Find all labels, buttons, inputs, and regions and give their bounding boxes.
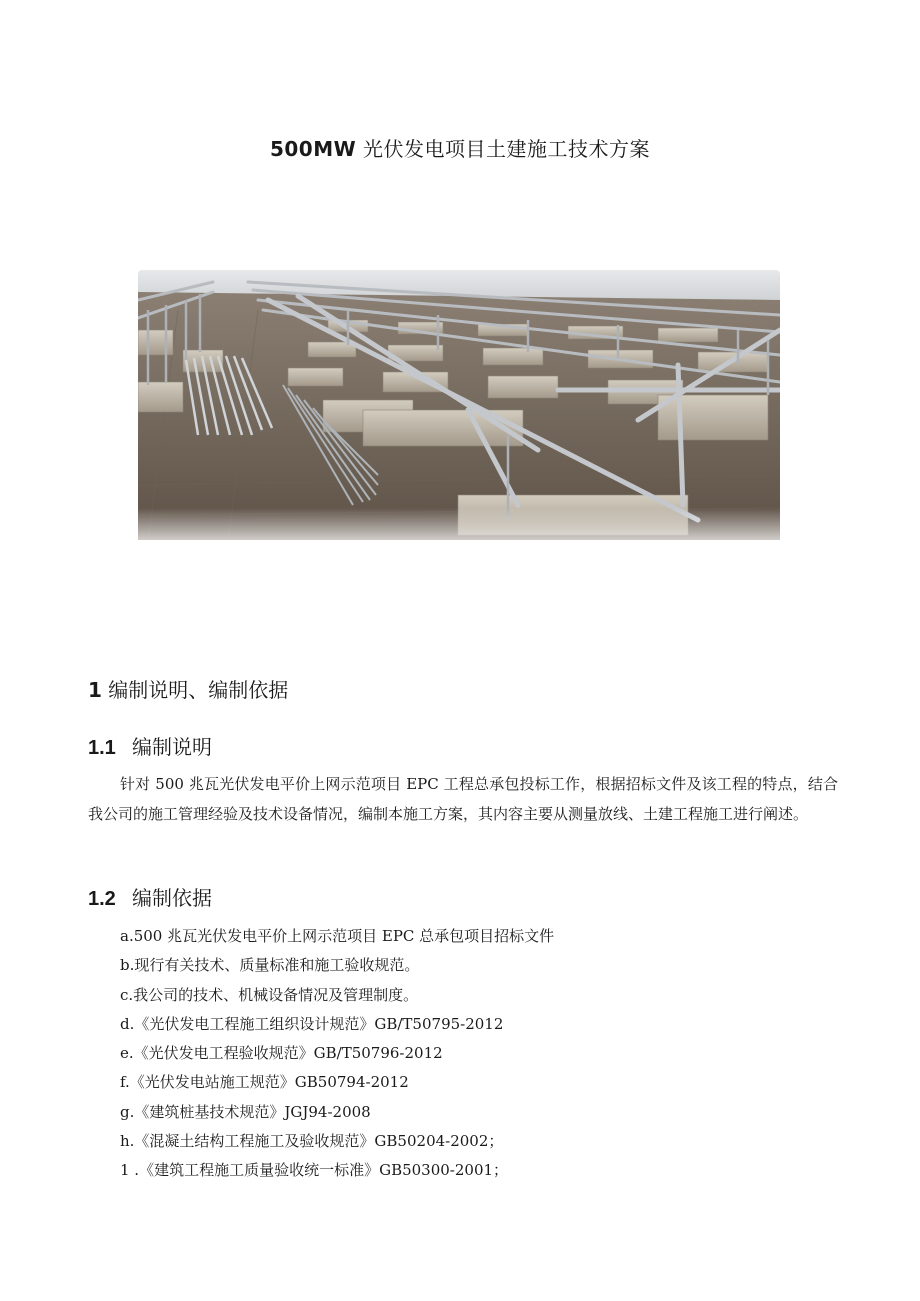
solar-mounting-structure-photo bbox=[138, 270, 780, 578]
photo-illustration bbox=[138, 270, 780, 578]
list-item: h.《混凝土结构工程施工及验收规范》GB50204-2002； bbox=[120, 1132, 504, 1151]
list-item: e.《光伏发电工程验收规范》GB/T50796-2012 bbox=[120, 1044, 443, 1063]
list-item: a.500 兆瓦光伏发电平价上网示范项目 EPC 总承包项目招标文件 bbox=[120, 927, 555, 945]
list-item: 1 .《建筑工程施工质量验收统一标准》GB50300-2001； bbox=[120, 1161, 509, 1180]
list-item: g.《建筑桩基技术规范》JGJ94-2008 bbox=[120, 1102, 371, 1121]
list-item: c.我公司的技术、机械设备情况及管理制度。 bbox=[120, 985, 419, 1004]
section-1-heading: 1 编制说明、编制依据 bbox=[88, 678, 289, 702]
reference-list bbox=[120, 922, 554, 1186]
section-1-1-paragraph: 针对 500 兆瓦光伏发电平价上网示范项目 EPC 工程总承包投标工作，根据招标文件及该工程的特点，结合我公司的施工管理经验及技术设备情况，编制本施工方案，其内容主要从测量放线、土建工程施工进行阐述。 bbox=[88, 775, 838, 823]
section-1-2-heading: 1.2 编制依据 bbox=[88, 886, 212, 910]
list-item: b.现行有关技术、质量标准和施工验收规范。 bbox=[120, 956, 420, 975]
section-1-1-heading: 1.1 编制说明 bbox=[88, 735, 212, 759]
list-item: d.《光伏发电工程施工组织设计规范》GB/T50795-2012 bbox=[120, 1014, 504, 1033]
document-title: 500MW 光伏发电项目土建施工技术方案 bbox=[269, 137, 651, 161]
list-item: f.《光伏发电站施工规范》GB50794-2012 bbox=[120, 1073, 409, 1092]
